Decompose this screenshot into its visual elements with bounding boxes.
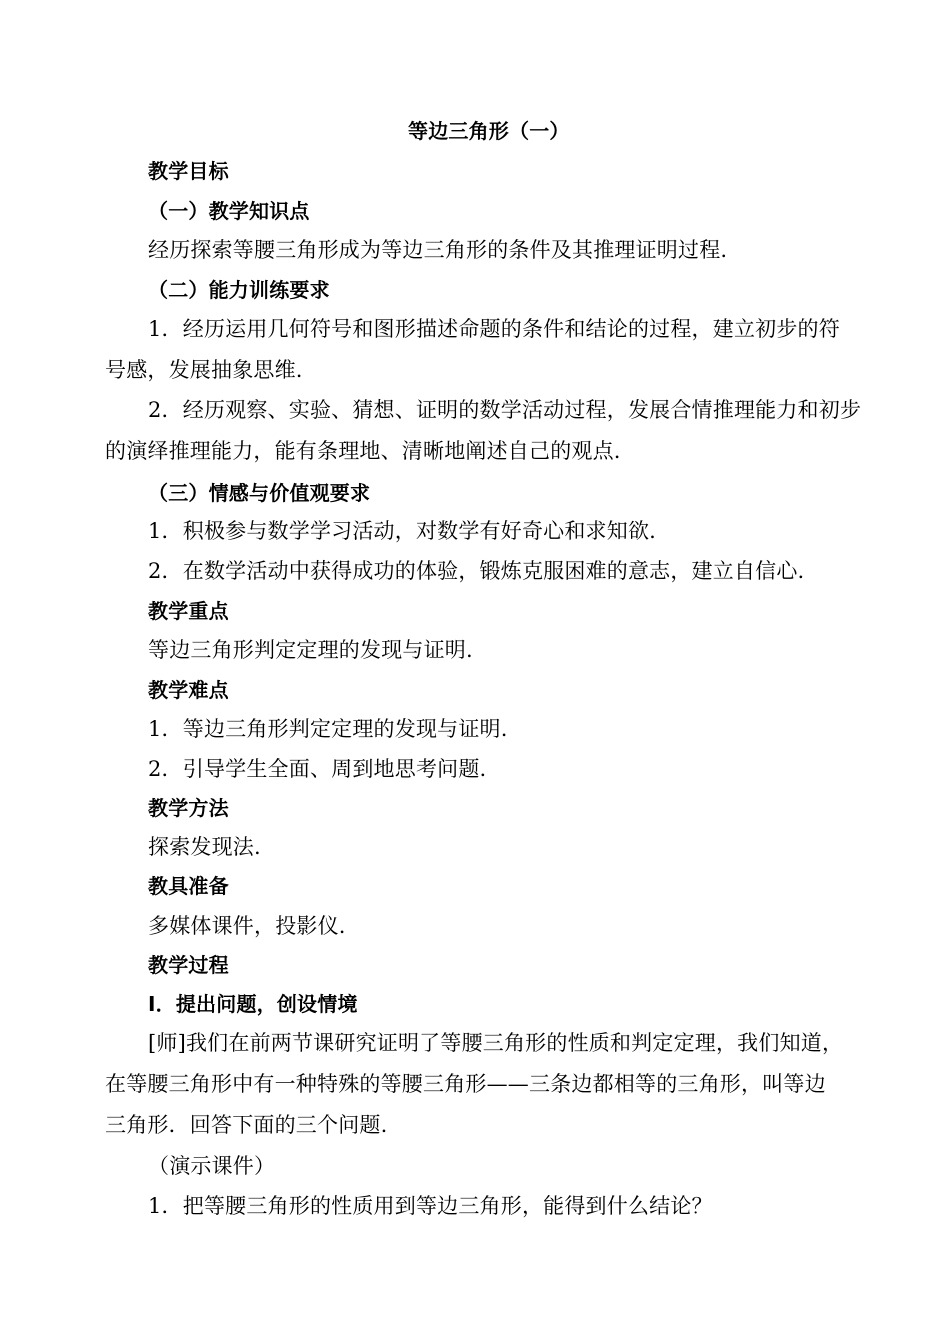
- subheading-values-requirements: （三）情感与价值观要求: [148, 481, 371, 505]
- paragraph-line: 的演绎推理能力，能有条理地、清晰地阐述自己的观点.: [105, 439, 621, 463]
- subheading-raise-questions: Ⅰ．提出问题，创设情境: [148, 992, 358, 1016]
- subheading-ability-requirements: （二）能力训练要求: [148, 278, 330, 302]
- paragraph-line: 2．经历观察、实验、猜想、证明的数学活动过程，发展合情推理能力和初步: [148, 398, 862, 422]
- paragraph-line: （演示课件）: [148, 1154, 276, 1178]
- paragraph-line: 1．积极参与数学学习活动，对数学有好奇心和求知欲.: [148, 519, 657, 543]
- paragraph-line: 号感，发展抽象思维.: [105, 358, 303, 382]
- heading-teaching-goals: 教学目标: [148, 159, 229, 183]
- paragraph-line: [师]我们在前两节课研究证明了等腰三角形的性质和判定定理，我们知道，: [148, 1031, 844, 1055]
- paragraph-line: 多媒体课件，投影仪.: [148, 914, 346, 938]
- heading-difficult-points: 教学难点: [148, 678, 229, 702]
- paragraph-line: 1．等边三角形判定定理的发现与证明.: [148, 717, 508, 741]
- paragraph-line: 探索发现法.: [148, 835, 261, 859]
- paragraph-line: 经历探索等腰三角形成为等边三角形的条件及其推理证明过程.: [148, 238, 728, 262]
- document-title: 等边三角形（一）: [408, 119, 570, 143]
- heading-teaching-process: 教学过程: [148, 953, 229, 977]
- paragraph-line: 2．引导学生全面、周到地思考问题.: [148, 757, 487, 781]
- paragraph-line: 三角形．回答下面的三个问题.: [105, 1113, 388, 1137]
- paragraph-line: 等边三角形判定定理的发现与证明.: [148, 638, 473, 662]
- paragraph-line: 2．在数学活动中获得成功的体验，锻炼克服困难的意志，建立自信心.: [148, 559, 805, 583]
- paragraph-line: 在等腰三角形中有一种特殊的等腰三角形——三条边都相等的三角形，叫等边: [105, 1072, 826, 1096]
- heading-teaching-aids: 教具准备: [148, 874, 229, 898]
- heading-teaching-methods: 教学方法: [148, 796, 229, 820]
- heading-key-points: 教学重点: [148, 599, 229, 623]
- paragraph-line: 1．经历运用几何符号和图形描述命题的条件和结论的过程，建立初步的符: [148, 317, 840, 341]
- paragraph-line: 1．把等腰三角形的性质用到等边三角形，能得到什么结论？: [148, 1194, 713, 1218]
- subheading-knowledge-points: （一）教学知识点: [148, 199, 310, 223]
